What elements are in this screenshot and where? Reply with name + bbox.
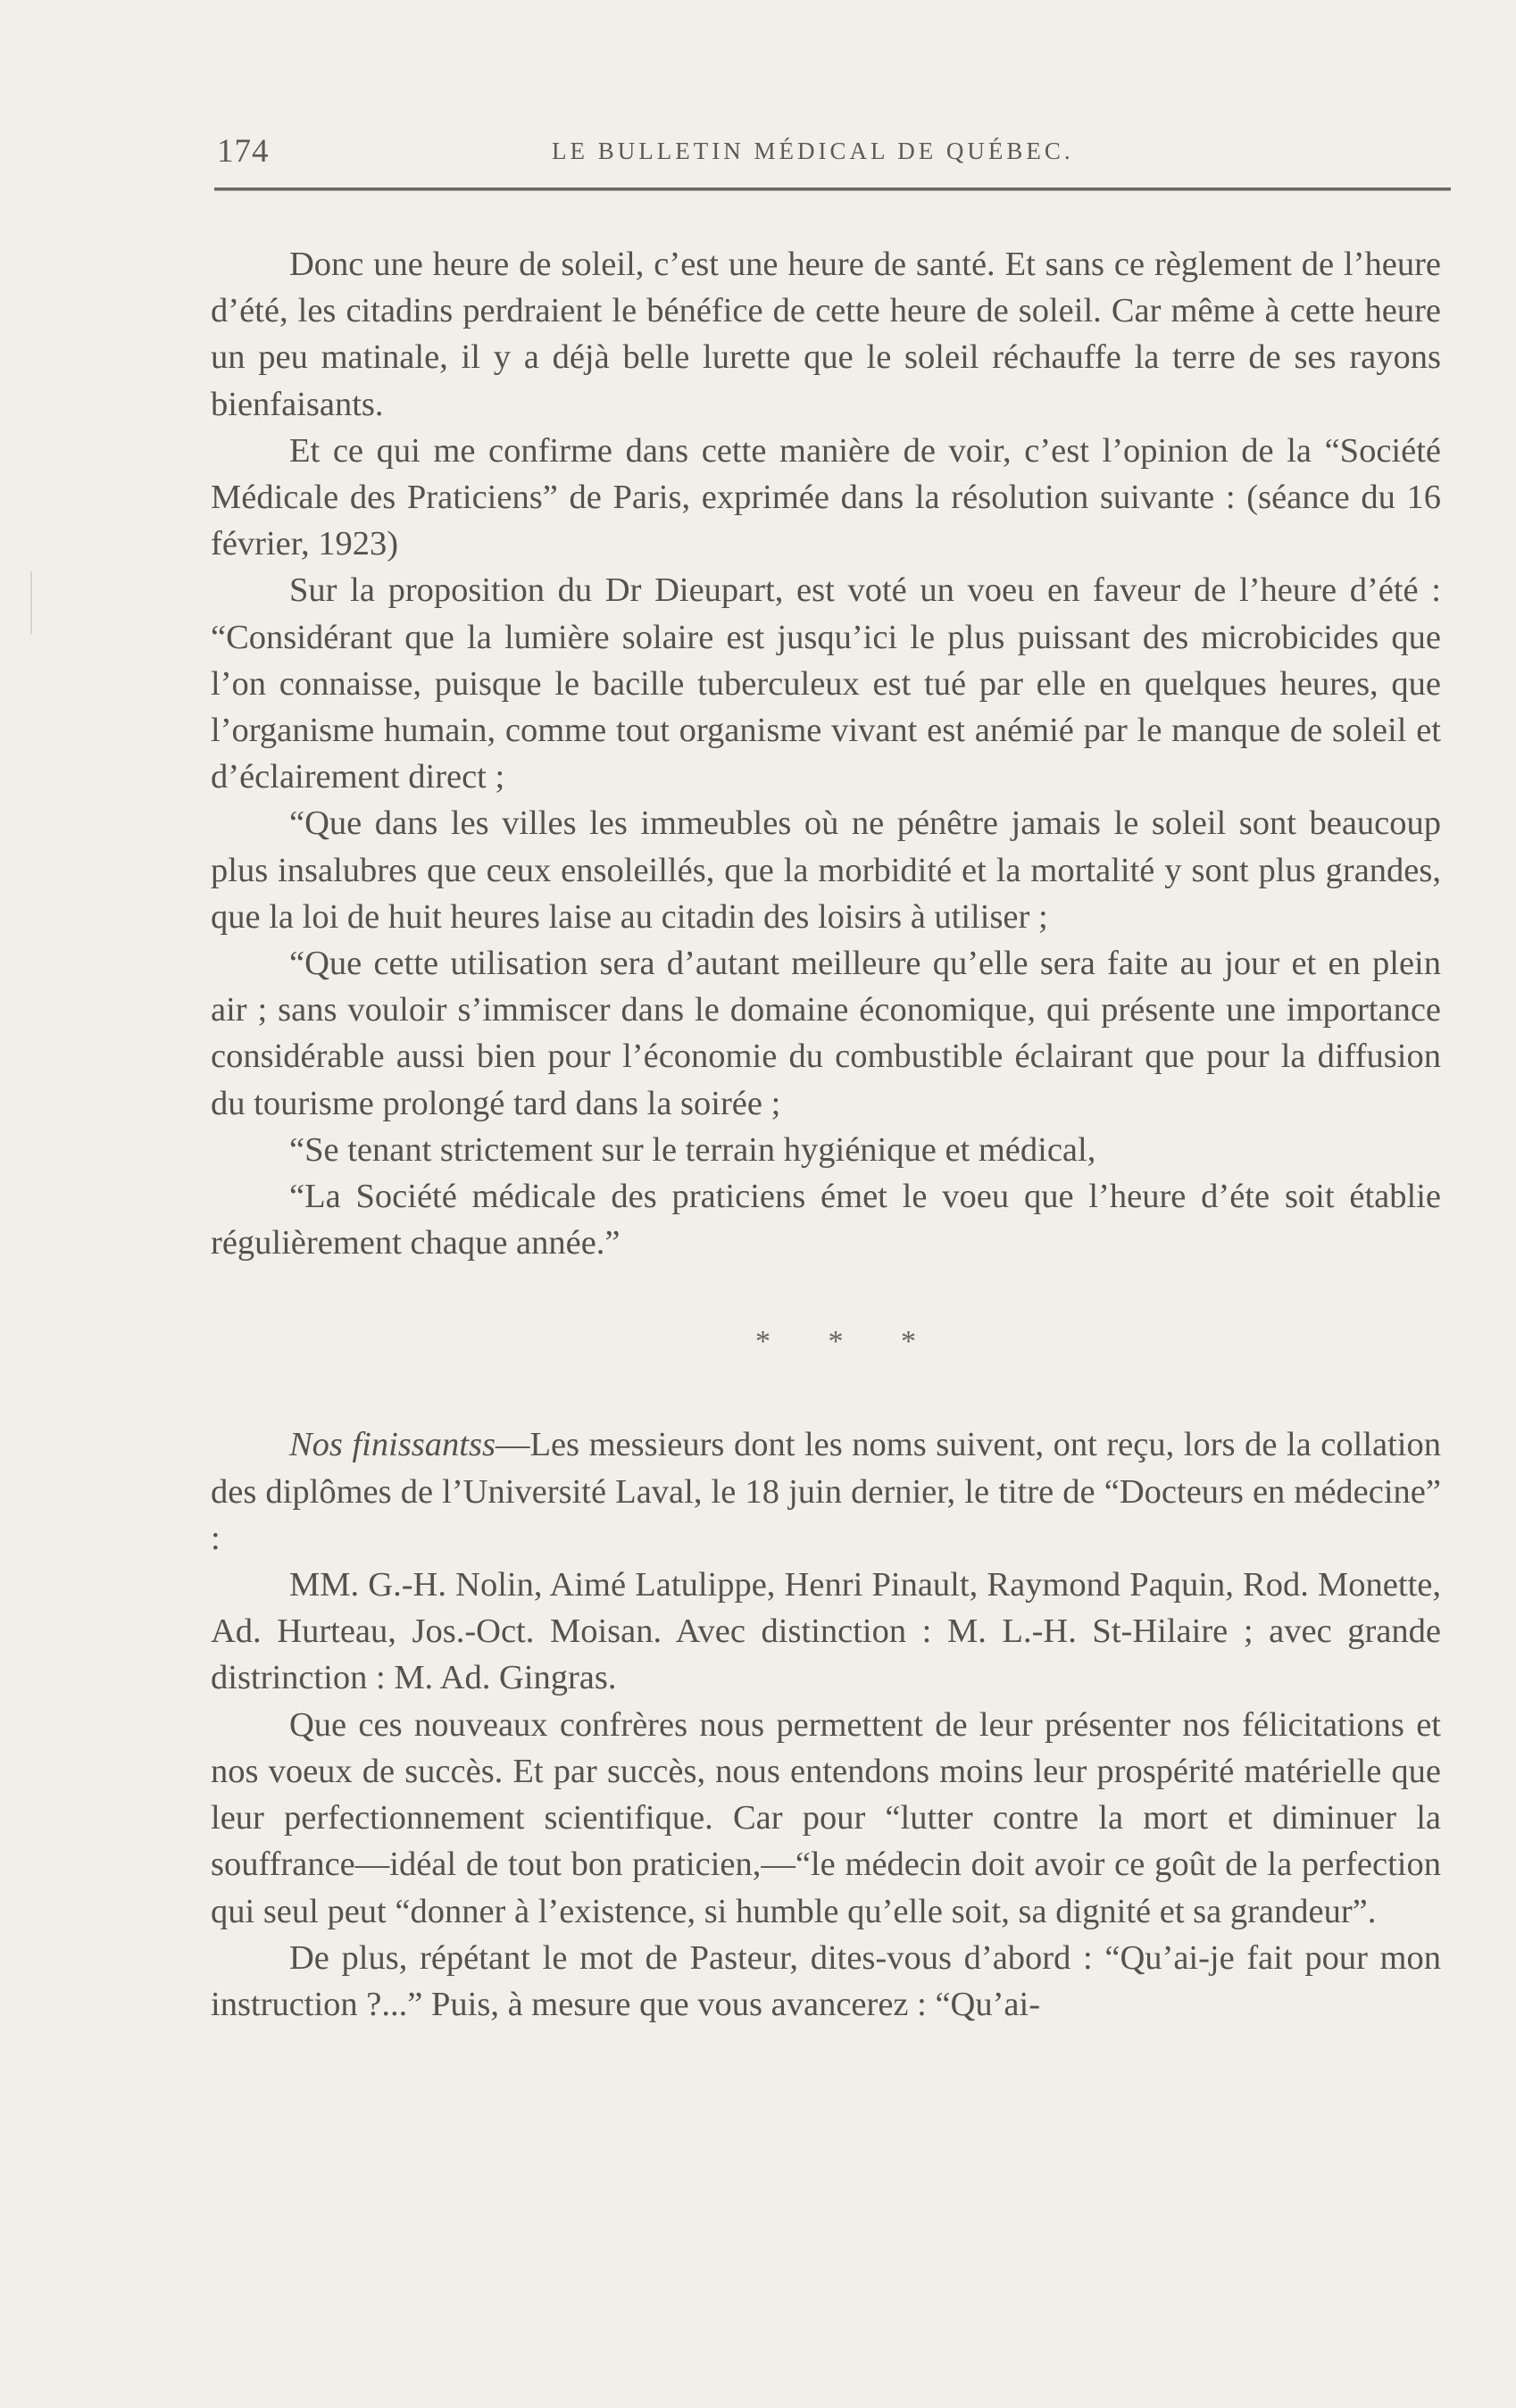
paragraph: De plus, répétant le mot de Pasteur, dites-vous d’abord : “Qu’ai-je fait pour mon instruction ?...” Puis, à mesure que vous avancerez : “Qu’ai- <box>211 1938 1441 2023</box>
paragraph: Que ces nouveaux confrères nous permettent de leur présenter nos félicitations et nos voeux de succès. Et par succès, nous entendons moins leur prospérité matérielle que leur perfectionnement scientifique. Car pour “lutter contre la mort et diminuer la souffrance—idéal de tout bon praticien,—“le médecin doit avoir ce goût de la perfection qui seul peut “donner à l’existence, si humble qu’elle soit, sa dignité et sa grandeur”. <box>211 1705 1441 1930</box>
margin-scan-mark <box>30 571 32 634</box>
section-run-in-title: Nos finissantss <box>289 1426 496 1464</box>
header-rule <box>214 187 1451 191</box>
section-intro-paragraph <box>211 1421 1441 1562</box>
paragraph: Et ce qui me confirme dans cette manière de voir, c’est l’opinion de la “Société Médicale des Praticiens” de Paris, exprimée dans la résolution suivante : (séance du 16 février, 1923) <box>211 431 1441 563</box>
paragraph: “Se tenant strictement sur le terrain hygiénique et médical, <box>289 1130 1096 1169</box>
page-number: 174 <box>217 133 270 170</box>
separator-stars: * * * <box>755 1325 941 1359</box>
paragraph: “Que dans les villes les immeubles où ne pénêtre jamais le soleil sont beaucoup plus insalubres que ceux ensoleillés, que la morbidité et la mortalité y sont plus grandes, que la loi de huit heures laise au citadin des loisirs à utiliser ; <box>211 804 1441 936</box>
section-intro-text: —Les messieurs dont les noms suivent, ont reçu, lors de la collation des diplômes de l’Université Laval, le 18 juin dernier, le titre de “Docteurs en médecine” : <box>211 1426 1442 1557</box>
graduates-list: MM. G.-H. Nolin, Aimé Latulippe, Henri Pinault, Raymond Paquin, Rod. Monette, Ad. Hurteau, Jos.-Oct. Moisan. Avec distinction : M. L.-H. St-Hilaire ; avec grande distrinction : M. Ad. Gingras. <box>211 1566 1441 1697</box>
paragraph: Sur la proposition du Dr Dieupart, est voté un voeu en faveur de l’heure d’été : “Considérant que la lumière solaire est jusqu’ici le plus puissant des microbicides que l’on connaisse, puisque le bacille tuberculeux est tué par elle en quelques heures, que l’organisme humain, comme tout organisme vivant est anémié par le manque de soleil et d’éclairement direct ; <box>211 571 1441 796</box>
paragraph: “La Société médicale des praticiens émet le voeu que l’heure d’éte soit établie régulièrement chaque année.” <box>211 1178 1441 1262</box>
paragraph: “Que cette utilisation sera d’autant meilleure qu’elle sera faite au jour et en plein air ; sans vouloir s’immiscer dans le domaine économique, qui présente une importance considérable aussi bien pour l’économie du combustible éclairant que pour la diffusion du tourisme prolongé tard dans la soirée ; <box>211 945 1441 1122</box>
article-body <box>211 241 1441 2028</box>
paragraph: Donc une heure de soleil, c’est une heure de santé. Et sans ce règlement de l’heure d’été, les citadins perdraient le bénéfice de cette heure de soleil. Car même à cette heure un peu matinale, il y a déjà belle lurette que le soleil réchauffe la terre de ses rayons bienfaisants. <box>211 246 1441 423</box>
journal-title: LE BULLETIN MÉDICAL DE QUÉBEC. <box>552 137 1074 164</box>
section-separator <box>211 1266 1441 1421</box>
running-header <box>217 132 1449 177</box>
